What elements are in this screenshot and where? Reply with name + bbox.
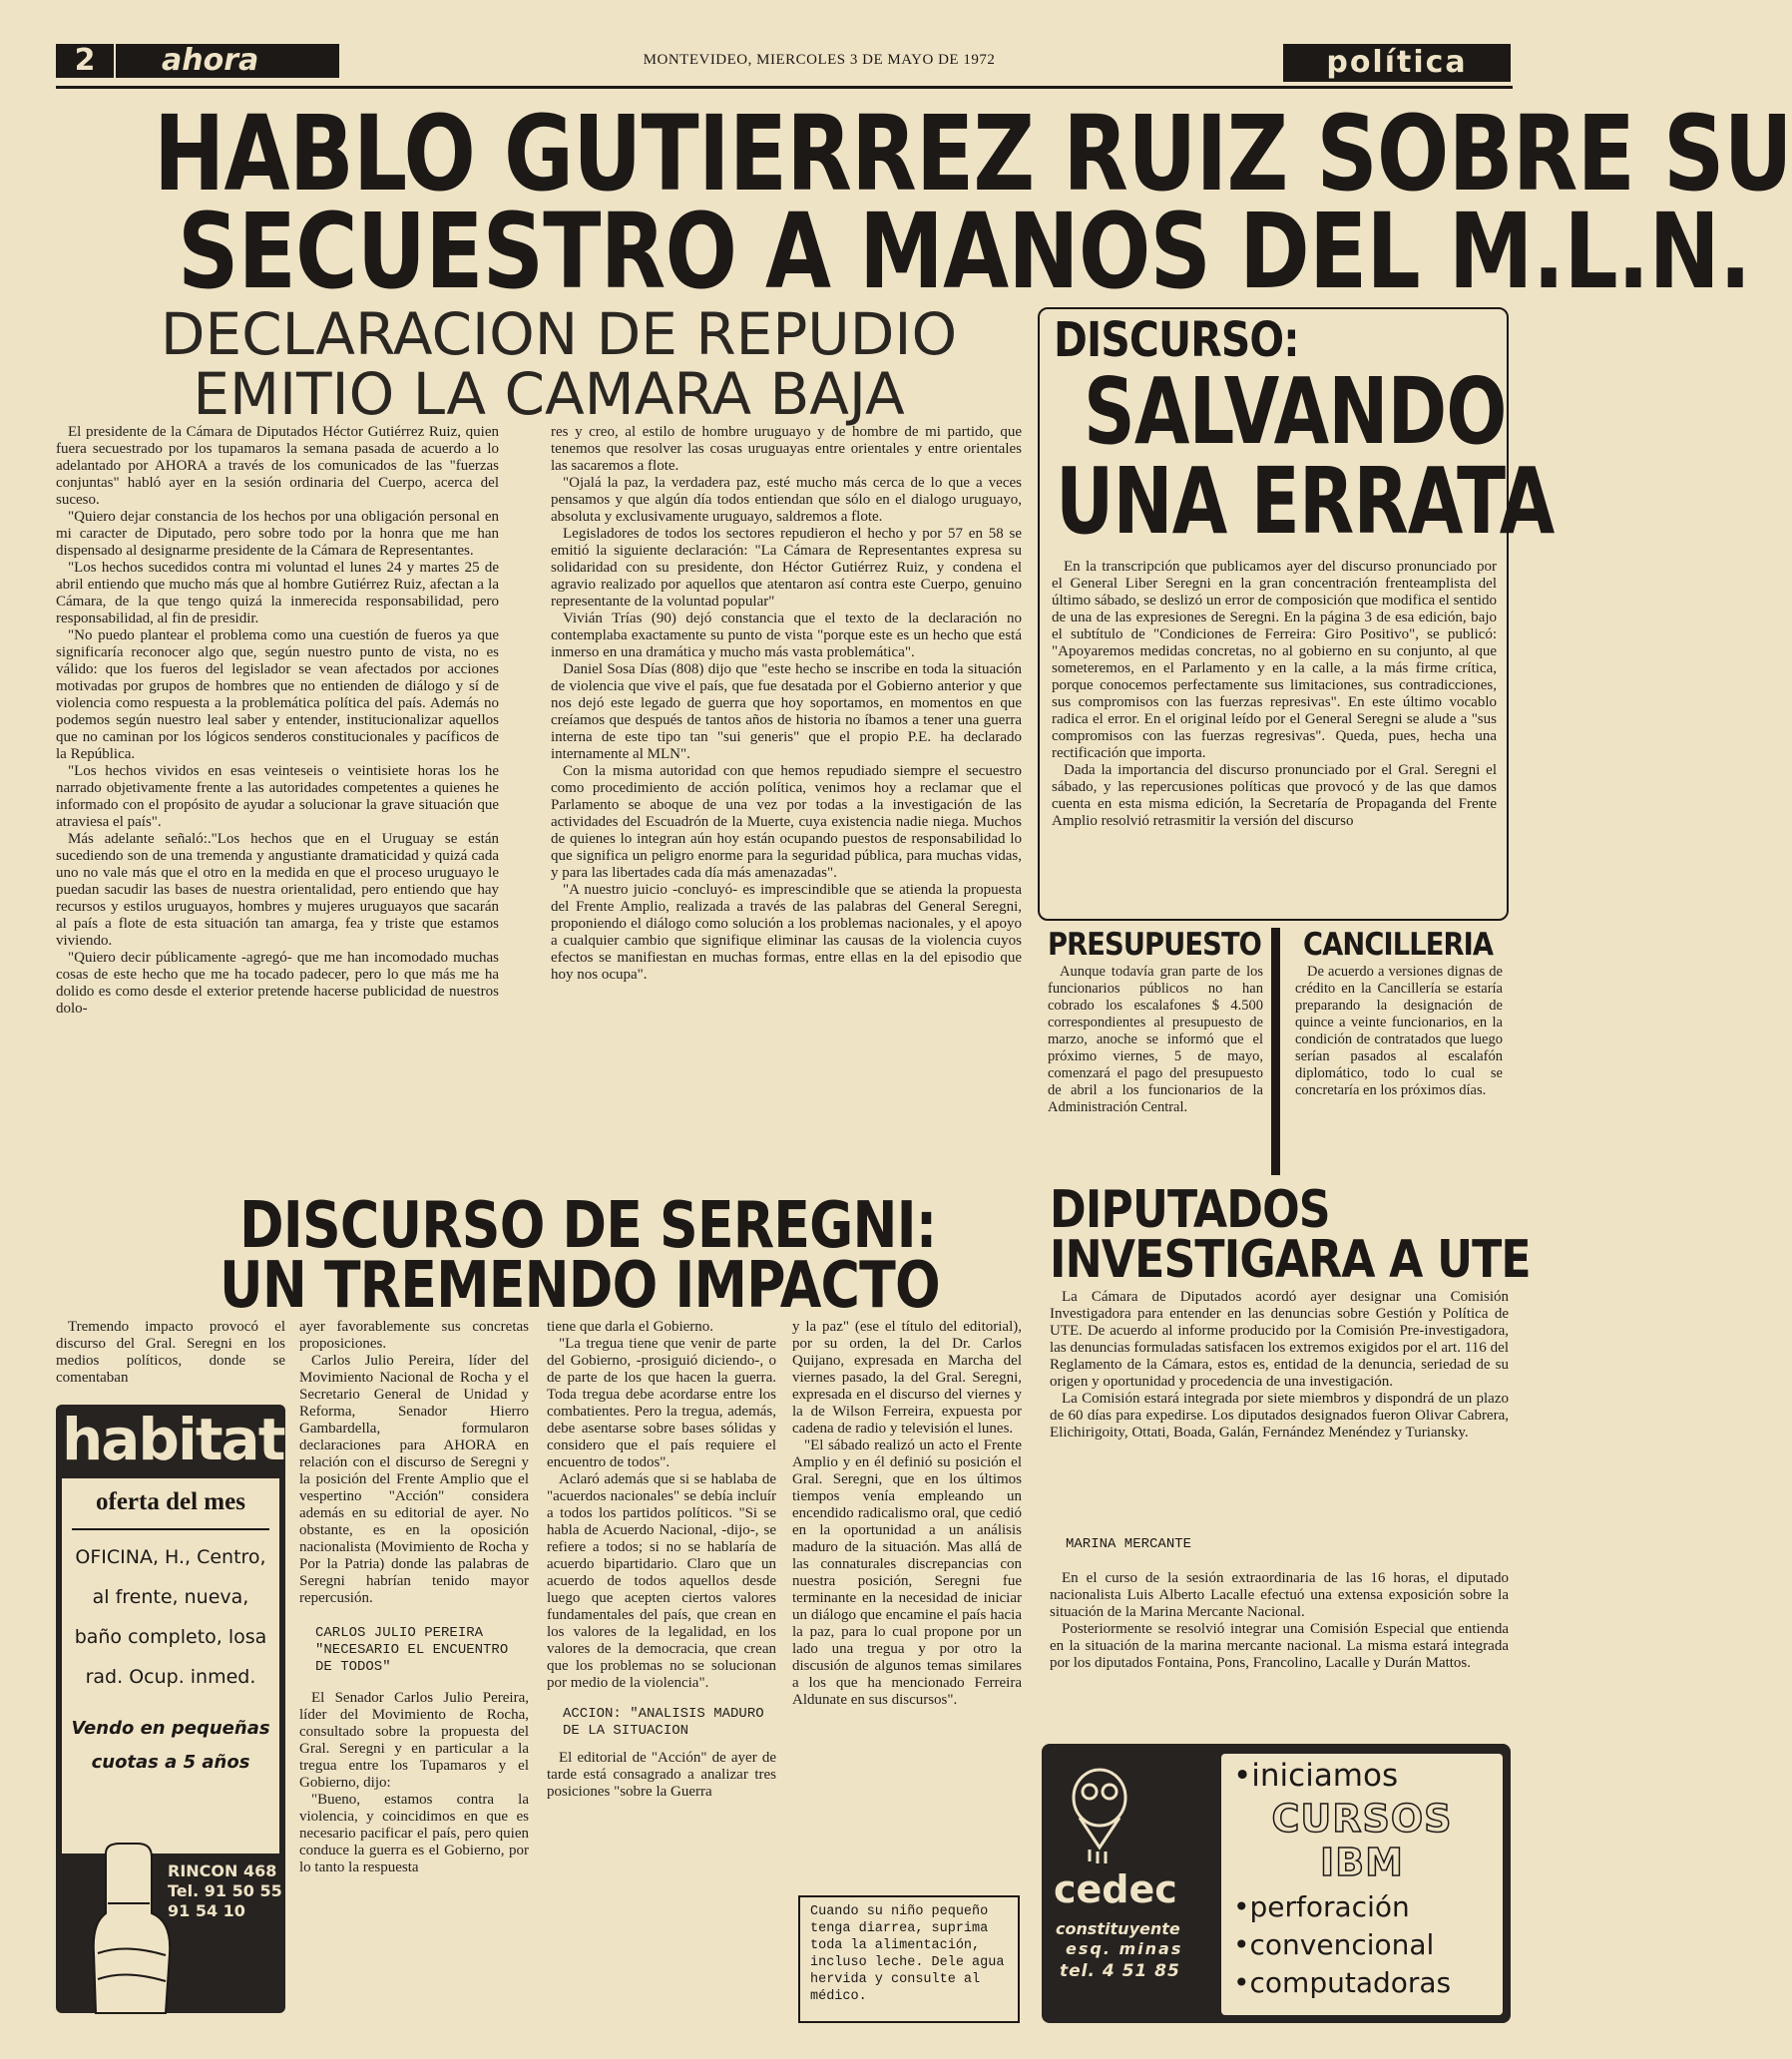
cedec-phone: tel. 4 51 85	[1060, 1961, 1180, 1981]
diputados-headline-2: INVESTIGARA A UTE	[1050, 1230, 1531, 1290]
paragraph: Vivián Trías (90) dejó constancia que el texto de la declaración no contemplaba exactamente su punto de vista "porque este es un hecho que está inmerso en una dramática y mucho más vasta problemática".	[551, 611, 1022, 660]
cedec-address-1: constituyente	[1056, 1919, 1180, 1938]
seregni-column-1-intro	[56, 1319, 285, 1401]
subhead: ACCION: "ANALISIS MADURO DE LA SITUACION	[563, 1706, 764, 1739]
section-label: política	[1283, 44, 1511, 82]
erratum-body	[1052, 559, 1497, 918]
paragraph: "A nuestro juicio -concluyó- es imprescindible que se atienda la propuesta del Frente Amplio, realizada a través de las palabras del General Seregni, proponiendo el diálogo como solución a los problemas nacionales, y el apoyo a cualquier cambio que signifique eliminar las causas de la violencia cuyos efectos se manifiestan en muchas formas, entre ellas en la del episodio que hoy nos ocupa".	[551, 882, 1022, 983]
paragraph: Aunque todavía gran parte de los funcionarios públicos no han cobrado los escalafones $ 4.500 correspondientes al presupuesto de marzo, anoche se informó que el próximo viernes, 5 de mayo, comenzará el pago del presupuesto de abril a los funcionarios de la Administración Central.	[1048, 964, 1263, 1115]
paragraph: La Comisión estará integrada por siete miembros y dispondrá de un plazo de 60 días para expedirse. Los diputados designados fueron Olivar Cabrera, Elichirigoity, Ottati, Boada, Galán, Fernández Menéndez y Turiansky.	[1050, 1391, 1509, 1441]
habitat-offer-title: oferta del mes	[96, 1488, 245, 1515]
paragraph: En el curso de la sesión extraordinaria de las 16 horas, el diputado nacionalista Luis Alberto Lacalle efectuó una extensa exposición sobre la situación de la Marina Mercante Nacional.	[1050, 1570, 1509, 1620]
brand-logo: ahora	[116, 44, 339, 78]
paragraph: Carlos Julio Pereira, líder del Movimiento Nacional de Rocha y el Secretario General de Unidad y Reforma, Senador Hierro Gambardella, formularon declaraciones para AHORA en relación con el discurso de Seregni y la posición del Frente Amplio que el vespertino "Acción" considera además en su editorial de ayer. No obstante, es en la oposición nacionalista (Movimiento de Rocha y Por la Patria) donde las palabras de Seregni habrían tenido mayor repercusión.	[299, 1353, 529, 1606]
main-story-column-2	[551, 424, 1022, 1187]
paragraph: Legisladores de todos los sectores repudieron el hecho y por 57 en 58 se emitió la siguiente declaración: "La Cámara de Representantes expresa su solidaridad con su presidente, don Héctor Gutiérrez Ruiz, y condena el agravio realizado por aquellos que atentaron así contra este Cuerpo, genuino representante de la voluntad popular"	[551, 526, 1022, 610]
paragraph: Daniel Sosa Días (808) dijo que "este hecho se inscribe en toda la situación de violencia que vive el país, que fue desatada por el Gobierno anterior y que nos dejó este legado de guerra que hoy soportamos, en momentos en que creíamos que después de tantos años de historia no íbamos a tener una guerra interna de este tipo tan "sui generis" que el propio P.E. ha declarado internamente al MLN".	[551, 661, 1022, 762]
cedec-headline: •iniciamos	[1233, 1758, 1399, 1794]
paragraph: "Ojalá la paz, la verdadera paz, esté mucho más cerca de lo que a veces pensamos y que algún día todos entiendan que sólo en el dialogo uruguayo, absoluta y exclusivamente uruguayo, saldremos a flote.	[551, 475, 1022, 525]
habitat-offer-line: al frente, nueva,	[92, 1586, 249, 1608]
seregni-headline-2: UN TREMENDO IMPACTO	[220, 1249, 940, 1323]
health-notice-text: Cuando su niño pequeño tenga diarrea, suprima toda la alimentación, incluso leche. Dele agua hervida y consulte al médico.	[810, 1904, 1005, 2004]
cedec-item: •convencional	[1233, 1928, 1435, 1961]
paragraph: Tremendo impacto provocó el discurso del Gral. Seregni en los medios políticos, donde se comentaban	[56, 1319, 285, 1386]
seregni-headline-1: DISCURSO DE SEREGNI:	[239, 1189, 937, 1263]
subhead: CARLOS JULIO PEREIRA "NECESARIO EL ENCUENTRO DE TODOS"	[315, 1625, 509, 1675]
cedec-item: •computadoras	[1233, 1966, 1452, 1999]
seregni-column-2	[299, 1319, 529, 2027]
cancilleria-body	[1295, 964, 1503, 1181]
cedec-courses: CURSOS	[1271, 1797, 1453, 1841]
paragraph: "No puedo plantear el problema como una cuestión de fueros ya que significaría reconocer algo que, según nuestro punto de vista, no es válido: que los fueros del legislador se vean afectados por acciones motivadas por grupos de hombres que no entienden de diálogo y sí de violencia como respuesta a la problemática política del país. Además no podemos según nuestro leal saber y entender, institucionalizar aquellos que no caminan por los lógicos senderos constitucionales y pacíficos de la República.	[56, 627, 499, 762]
habitat-logo: habitat	[62, 1406, 284, 1473]
erratum-headline-1: SALVANDO	[1084, 358, 1507, 465]
paragraph: La Cámara de Diputados acordó ayer designar una Comisión Investigadora para entender en las denuncias sobre Gestión y Política de UTE. De acuerdo al informe producido por la Comisión Pre-investigadora, las denuncias formuladas satisfacen los extremos exigidos por el art. 116 del Reglamento de la Cámara, estos es, entidad de la denuncia, seriedad de su origen y oportunidad y procedencia de una investigación.	[1050, 1289, 1509, 1390]
paragraph: Posteriormente se resolvió integrar una Comisión Especial que entienda en la situación de la marina mercante nacional. La misma estará integrada por los diputados Fontaina, Pons, Francolino, Lacalle y Durán Mattos.	[1050, 1621, 1509, 1671]
seregni-column-4	[792, 1319, 1022, 1877]
paragraph: tiene que darla el Gobierno.	[547, 1319, 714, 1335]
paragraph: "Bueno, estamos contra la violencia, y coincidimos en que es necesario pacificar el país, pero quien conduce la guerra es el Gobierno, por lo tanto la respuesta	[299, 1792, 529, 1875]
main-subhead-line-2: EMITIO LA CAMARA BAJA	[193, 360, 905, 428]
masthead	[56, 44, 1513, 84]
presupuesto-title: PRESUPUESTO	[1048, 927, 1261, 963]
dateline: MONTEVIDEO, MIERCOLES 3 DE MAYO DE 1972	[643, 52, 996, 68]
cancilleria-title: CANCILLERIA	[1303, 927, 1494, 963]
paragraph: "El sábado realizó un acto el Frente Amplio y en él definió su posición el Gral. Seregni, que en los últimos tiempos venía empleando un encendido radicalismo oral, que cedió en la oportunidad a un análisis maduro de la situación. Mas allá de las connaturales discrepancias con nuestra posición, Seregni fue terminante en la necesidad de iniciar un diálogo que encamine el país hacia la paz, para lo cual propone por un lado una tregua y por otro la discusión de algunos temas similares a los que ha mencionado Ferreira Aldunate en sus discursos".	[792, 1438, 1022, 1708]
cedec-item: •perforación	[1233, 1890, 1410, 1923]
habitat-promo-2: cuotas a 5 años	[91, 1752, 250, 1773]
paragraph: y la paz" (ese el título del editorial), por su orden, la del Dr. Carlos Quijano, expresada en Marcha del viernes pasado, la del Gral. Seregni, expresada en el discurso del viernes y la de Wilson Ferreira, expuesta por cadena de radio y televisión el lunes.	[792, 1319, 1022, 1437]
erratum-box	[1038, 307, 1555, 921]
diputados-body	[1050, 1289, 1509, 1513]
paragraph: "Quiero dejar constancia de los hechos por una obligación personal en mi caracter de Diputado, pero sobre todo por la honra que me han dispensado al designarme presidente de la Cámara de Representantes.	[56, 509, 499, 559]
cedec-address-2: esq. minas	[1066, 1939, 1183, 1958]
habitat-ad	[56, 1405, 285, 2013]
paragraph: "La tregua tiene que venir de parte del Gobierno, -prosiguió diciendo-, o de parte de los que hacen la guerra. Toda tregua debe acordarse entre los combatientes. Pero la tregua, además, debe asentarse sobre bases sólidas y considero que el país requiere el encuentro de todos".	[547, 1336, 776, 1470]
habitat-offer-line: rad. Ocup. inmed.	[85, 1666, 256, 1688]
paragraph: "Quiero decir públicamente -agregó- que me han incomodado muchas cosas de este hecho que me ha tocado padecer, pero lo que más me ha dolido es como desde el exterior pretende hacerse publicidad de nuestros dolo-	[56, 950, 499, 1017]
cedec-ibm: IBM	[1320, 1841, 1404, 1884]
erratum-headline-2: UNA ERRATA	[1056, 448, 1555, 555]
cedec-ad	[1042, 1744, 1511, 2023]
paragraph: El Senador Carlos Julio Pereira, líder del Movimiento de Rocha, consultado sobre la propuesta del Gral. Seregni y en particular a la tregua entre los Tupamaros y el Gobierno, dijo:	[299, 1690, 529, 1791]
masthead-rule	[56, 86, 1513, 89]
habitat-promo-1: Vendo en pequeñas	[71, 1718, 270, 1739]
cedec-brand: cedec	[1054, 1867, 1177, 1911]
paragraph: res y creo, al estilo de hombre uruguayo y de hombre de mi partido, que tenemos que resolver las cosas uruguayas entre orientales y entre orientales las sacaremos a flote.	[551, 424, 1022, 474]
paragraph: El editorial de "Acción" de ayer de tarde está consagrado a analizar tres posiciones "sobre la Guerra	[547, 1750, 776, 1800]
paragraph: De acuerdo a versiones dignas de crédito en la Cancillería se estaría preparando la designación de quince a veinte funcionarios, en la condición de contratados que luego serían pasados al escalafón diplomático, todo lo cual se concretaría en los próximos días.	[1295, 964, 1503, 1098]
paragraph: Aclaró además que si se hablaba de "acuerdos nacionales" se debía incluír a todos los partidos políticos. "Si se habla de Acuerdo Nacional, -dijo-, se refiere a todos; si no se hablaría de acuerdo bipartidario. Claro que un acuerdo de todos aquellos desde luego que acepten ciertos valores fundamentales del país, que crean en los valores de la legalidad, en los valores de la democracia, que crean que los problemas no se solucionan por medio de la violencia".	[547, 1471, 776, 1691]
paragraph: En la transcripción que publicamos ayer del discurso pronunciado por el General Liber Seregni en la gran concentración frenteamplista del último sábado, se deslizó un error de composición que modifica el sentido de una de las expresiones de Seregni. En la página 3 de esa edición, bajo el subtítulo de "Condiciones de Ferreira: Giro Positivo", se publicó: "Apoyaremos medidas concretas, no al gobierno en su conjunto, al que someteremos, en el Parlamento y en la calle, a la más firme crítica, porque conocemos perfectamente sus limitaciones, sus contradicciones, sus compromisos con las fuerzas represivas". En este último vocablo radica el error. En el original leído por el General Seregni se alude a "sus compromisos con las fuerzas regresivas". Queda, pues, hecha una rectificación que importa.	[1052, 559, 1497, 761]
presupuesto-body	[1048, 964, 1263, 1181]
diputados-headline-1: DIPUTADOS	[1050, 1180, 1330, 1240]
habitat-phone-1: Tel. 91 50 55	[168, 1881, 282, 1900]
paragraph: Más adelante señaló:."Los hechos que en el Uruguay se están sucediendo son de una tremenda y angustiante dramaticidad y quizá cada uno no vale más que el otro en la medida en que el proceso uruguayo le puedan sacudir las bases de nuestra orientalidad, pero entiendo que hay recursos y estilos uruguayos, hombres y mujeres uruguayos que sacarán al país a flote de esta situación tan amarga, fea y triste que estamos viviendo.	[56, 831, 499, 949]
seregni-column-3	[547, 1319, 776, 2027]
page-number: 2	[56, 44, 114, 78]
paragraph: Con la misma autoridad con que hemos repudiado siempre el secuestro como procedimiento de acción política, venimos hoy a reclamar que el Parlamento se aboque de una vez por todas a la investigación de las actividades del Escuadrón de la Muerte, cuya existencia nadie niega. Muchos de quienes lo integran aún hoy están ocupando puestos de responsabilidad lo que significa un peligro enorme para la seguridad pública, para muchas vidas, y para las libertades cada día más amenazadas".	[551, 763, 1022, 881]
health-notice-box	[798, 1895, 1020, 2023]
thumb-illustration	[86, 1844, 176, 2013]
paragraph: El presidente de la Cámara de Diputados Héctor Gutiérrez Ruiz, quien fuera secuestrado por los tupamaros la semana pasada de acuerdo a lo adelantado por AHORA a través de los comunicados de las "fuerzas conjuntas" habló ayer en la sesión ordinaria del Cuerpo, acerca del suceso.	[56, 424, 499, 508]
column-divider	[1271, 928, 1280, 1175]
habitat-offer-line: baño completo, losa	[74, 1626, 267, 1648]
owl-logo-icon	[1060, 1758, 1139, 1867]
main-headline-line-1: HABLO GUTIERREZ RUIZ SOBRE SU	[154, 93, 1792, 214]
paragraph: Dada la importancia del discurso pronunciado por el Gral. Seregni el sábado, y las repercusiones políticas que provocó y de las que damos cuenta en esta misma edición, la Secretaría de Propaganda del Frente Amplio resolvió retrasmitir la versión del discurso	[1052, 762, 1497, 829]
main-headline-line-2: SECUESTRO A MANOS DEL M.L.N.	[178, 191, 1751, 312]
habitat-offer-rule	[72, 1528, 269, 1530]
habitat-offer-line: OFICINA, H., Centro,	[75, 1546, 266, 1568]
paragraph: ayer favorablemente sus concretas proposiciones.	[299, 1319, 529, 1352]
main-subhead-line-1: DECLARACION DE REPUDIO	[160, 300, 958, 368]
habitat-phone-2: 91 54 10	[168, 1901, 245, 1920]
erratum-kicker: DISCURSO:	[1054, 312, 1299, 368]
paragraph: "Los hechos sucedidos contra mi voluntad el lunes 24 y martes 25 de abril entiendo que mucho más que al hombre Gutiérrez Ruiz, afectan a la Cámara, de la que tengo quizá la inmerecida responsabilidad, pero responsabilidad, al fin de presidir.	[56, 560, 499, 626]
marina-mercante-body	[1050, 1570, 1509, 1730]
habitat-offer-panel	[62, 1478, 279, 1853]
paragraph: "Los hechos vividos en esas veinteseis o veintisiete horas los he narrado objetivamente frente a las autoridades competentes a quienes he informado con el propósito de ayudar a solucionar la grave situación que atraviesa el país".	[56, 763, 499, 830]
main-story-column-1	[56, 424, 499, 1187]
habitat-address: RINCON 468	[168, 1861, 277, 1880]
cedec-panel	[1221, 1754, 1503, 2015]
marina-mercante-title: MARINA MERCANTE	[1066, 1536, 1192, 1552]
